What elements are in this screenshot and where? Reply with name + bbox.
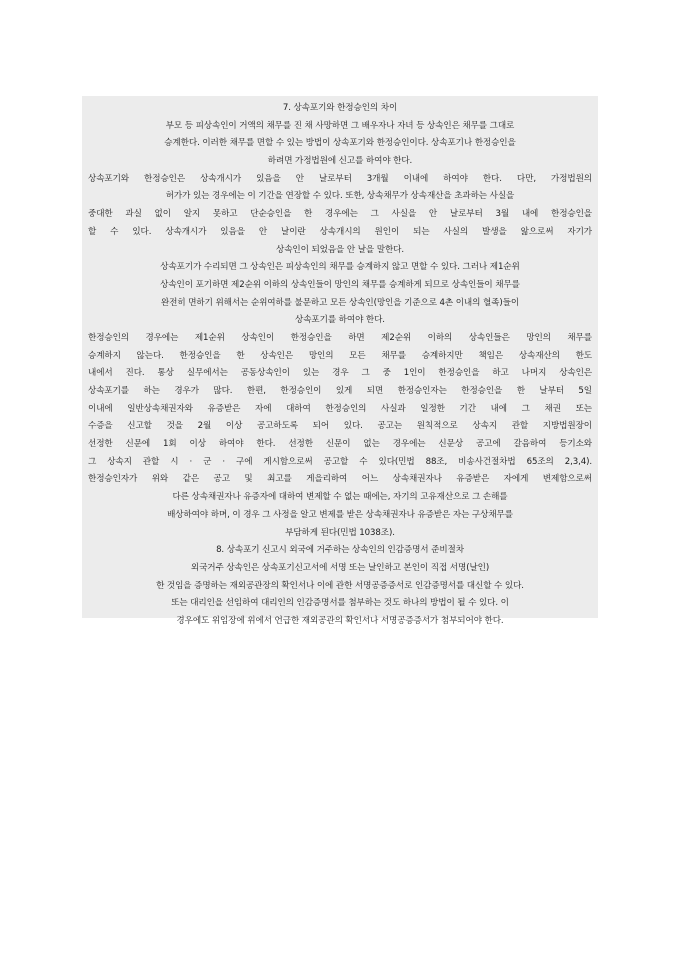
text-line: 외국거주 상속인은 상속포기신고서에 서명 또는 날인하고 본인이 직접 서명(날인) (190, 562, 490, 573)
text-line: 한정승인의 경우에는 제1순위 상속인이 한정승인을 하면 제2순위 이하의 상속인들은 망인의 채무를 (88, 332, 592, 343)
text-line: 상속인이 되었음을 안 날을 말한다. (276, 244, 404, 255)
text-line: 그 상속지 관할 시 · 군 · 구에 게시함으로써 공고할 수 있다(민법 88조, 비송사건절차법 65조의 2,3,4). (88, 456, 592, 467)
text-line: 부모 등 피상속인이 거액의 채무를 진 채 사망하면 그 배우자나 자녀 등 상속인은 채무를 그대로 (165, 120, 515, 131)
text-line: 한 것임을 증명하는 재외공관장의 확인서나 이에 관한 서명공증증서로 인감증명서를 대신할 수 있다. (156, 580, 524, 591)
text-line: 허가가 있는 경우에는 이 기간을 연장할 수 있다. 또한, 상속채무가 상속재산을 초과하는 사실을 (165, 191, 515, 202)
text-line: 이내에 일반상속채권자와 유증받은 자에 대하여 한정승인의 사실과 일정한 기간 내에 그 채권 또는 (88, 403, 592, 414)
text-line: 수증을 신고할 것을 2월 이상 공고하도록 되어 있다. 공고는 원칙적으로 상속지 관할 지방법원장이 (88, 421, 592, 432)
text-line: 중대한 과실 없이 알지 못하고 단순승인을 한 경우에는 그 사실을 안 날로부터 3월 내에 한정승인을 (88, 209, 592, 220)
text-line: 내에서 진다. 통상 실무에서는 공동상속인이 있는 경우 그 중 1인이 한정승인을 하고 나머지 상속인은 (88, 368, 592, 379)
text-line: 상속포기가 수리되면 그 상속인은 피상속인의 채무를 승계하지 않고 면할 수 있다. 그러나 제1순위 (160, 262, 520, 273)
document-lines (88, 100, 592, 631)
text-line: 상속포기와 한정승인은 상속개시가 있음을 안 날로부터 3개월 이내에 하여야 한다. 다만, 가정법원의 (88, 173, 592, 184)
text-line: 상속포기를 하여야 한다. (295, 315, 385, 326)
document-text-panel (82, 96, 598, 626)
text-line: 상속인이 포기하면 제2순위 이하의 상속인들이 망인의 채무를 승계하게 되므로 상속인들이 채무를 (160, 279, 520, 290)
text-line: 배상하여야 하며, 이 경우 그 사정을 알고 변제를 받은 상속채권자나 유증받은 자는 구상채무를 (167, 509, 513, 520)
text-line: 상속포기를 하는 경우가 많다. 한편, 한정승인이 있게 되면 한정승인자는 한정승인을 한 날부터 5일 (88, 386, 592, 396)
text-line: 하려면 가정법원에 신고를 하여야 한다. (267, 156, 413, 167)
section-heading: 7. 상속포기와 한정승인의 차이 (282, 103, 398, 113)
text-line: 완전히 면하기 위해서는 순위여하를 불문하고 모든 상속인(망인을 기준으로 4촌 이내의 혈족)들이 (160, 297, 520, 308)
text-line: 또는 대리인을 선임하여 대리인의 인감증명서를 첨부하는 것도 하나의 방법이 될 수 있다. 이 (171, 598, 509, 609)
section-heading: 8. 상속포기 신고시 외국에 거주하는 상속인의 인감증명서 준비절차 (216, 545, 464, 556)
text-line: 부담하게 된다(민법 1038조). (285, 527, 395, 538)
text-line: 할 수 있다. 상속개시가 있음을 안 날이란 상속개시의 원인이 되는 사실의 발생을 앎으로써 자기가 (88, 226, 592, 237)
text-line: 승계하지 않는다. 한정승인을 한 상속인은 망인의 모든 채무를 승계하지만 책임은 상속재산의 한도 (88, 350, 592, 361)
text-line: 경우에도 위임장에 위에서 언급한 재외공관의 확인서나 서명공증증서가 첨부되어야 한다. (176, 615, 504, 626)
text-line: 한정승인자가 위와 같은 공고 및 최고를 게을리하여 어느 상속채권자나 유증받은 자에게 변제함으로써 (88, 474, 592, 485)
text-line: 선정한 신문에 1회 이상 하여야 한다. 선정한 신문이 없는 경우에는 신문상 공고에 갈음하여 등기소와 (88, 439, 592, 450)
text-line: 승계한다. 이러한 채무를 면할 수 있는 방법이 상속포기와 한정승인이다. 상속포기나 한정승인을 (164, 138, 516, 149)
text-line: 다른 상속채권자나 유증자에 대하여 변제할 수 없는 때에는, 자기의 고유재산으로 그 손해를 (172, 492, 508, 503)
